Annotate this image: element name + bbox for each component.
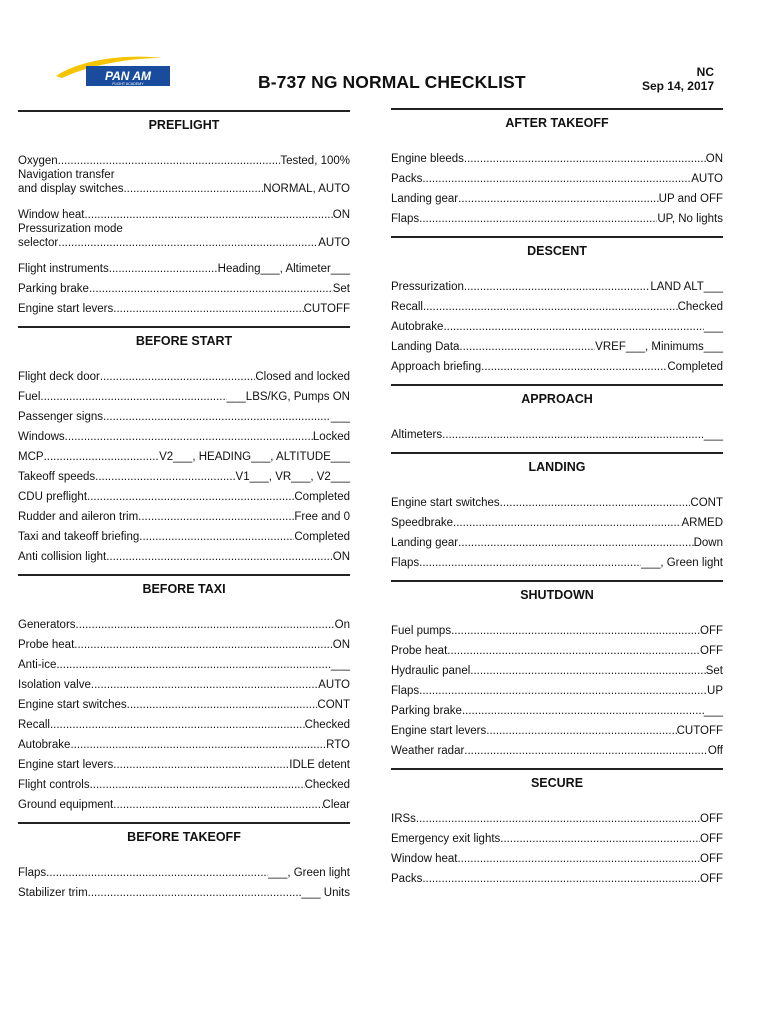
checklist-item bbox=[18, 148, 350, 168]
item-label: Landing gear bbox=[391, 193, 459, 205]
dot-leader bbox=[419, 684, 707, 698]
checklist-item bbox=[391, 718, 723, 738]
dot-leader bbox=[419, 556, 641, 570]
dot-leader bbox=[464, 280, 650, 294]
item-value: AUTO bbox=[318, 237, 350, 249]
checklist-item bbox=[391, 698, 723, 718]
item-label: Autobrake bbox=[391, 321, 444, 333]
dot-leader bbox=[56, 658, 330, 672]
item-value: Tested, 100% bbox=[280, 155, 350, 167]
dot-leader bbox=[74, 638, 332, 652]
checklist-item bbox=[18, 672, 350, 692]
checklist-item bbox=[18, 484, 350, 504]
checklist-item bbox=[391, 638, 723, 658]
dot-leader bbox=[58, 236, 318, 250]
item-value: ___ bbox=[703, 705, 723, 717]
item-value: Heading___, Altimeter___ bbox=[217, 263, 350, 275]
dot-leader bbox=[109, 262, 218, 276]
dot-leader bbox=[127, 698, 318, 712]
section-title: AFTER TAKEOFF bbox=[505, 116, 609, 130]
item-value: V2___, HEADING___, ALTITUDE___ bbox=[159, 451, 350, 463]
item-label: Fuel pumps bbox=[391, 625, 452, 637]
item-value: ON bbox=[332, 209, 350, 221]
item-label: Flaps bbox=[391, 557, 420, 569]
checklist-item bbox=[18, 202, 350, 222]
item-value: Checked bbox=[304, 779, 350, 791]
dot-leader bbox=[447, 644, 700, 658]
checklist-item bbox=[391, 618, 723, 638]
checklist-item bbox=[18, 692, 350, 712]
item-label: Speedbrake bbox=[391, 517, 454, 529]
section-approach bbox=[391, 384, 723, 442]
item-value: LAND ALT___ bbox=[650, 281, 723, 293]
item-value: OFF bbox=[700, 813, 723, 825]
section-after-takeoff bbox=[391, 108, 723, 226]
item-label: Engine start levers bbox=[18, 759, 114, 771]
checklist-item bbox=[391, 866, 723, 886]
item-value: ARMED bbox=[681, 517, 723, 529]
checklist-item bbox=[18, 860, 350, 880]
item-value: Free and 0 bbox=[294, 511, 350, 523]
document-date: Sep 14, 2017 bbox=[641, 79, 714, 93]
checklist-item bbox=[18, 524, 350, 544]
section-title: SECURE bbox=[530, 776, 584, 790]
item-label-line1: Navigation transfer bbox=[18, 169, 115, 181]
item-label: Probe heat bbox=[391, 645, 448, 657]
checklist-item bbox=[391, 274, 723, 294]
item-label: Flight controls bbox=[18, 779, 90, 791]
checklist-item bbox=[391, 422, 723, 442]
section-descent bbox=[391, 236, 723, 374]
item-label: Weather radar bbox=[391, 745, 465, 757]
checklist-item bbox=[391, 846, 723, 866]
checklist-item bbox=[18, 384, 350, 404]
checklist-item bbox=[18, 652, 350, 672]
checklist-item bbox=[18, 792, 350, 812]
item-value: ___ bbox=[703, 429, 723, 441]
dot-leader bbox=[500, 496, 691, 510]
item-value: UP and OFF bbox=[658, 193, 723, 205]
item-value: CONT bbox=[690, 497, 723, 509]
dot-leader bbox=[50, 718, 305, 732]
item-value: ___ Units bbox=[301, 887, 350, 899]
dot-leader bbox=[486, 724, 676, 738]
item-label: and display switches bbox=[18, 183, 124, 195]
item-label: Anti collision light bbox=[18, 551, 107, 563]
item-value: Checked bbox=[304, 719, 350, 731]
item-label: Altimeters bbox=[391, 429, 443, 441]
item-value: AUTO bbox=[318, 679, 350, 691]
dot-leader bbox=[459, 340, 595, 354]
dot-leader bbox=[422, 872, 700, 886]
item-label: Stabilizer trim bbox=[18, 887, 88, 899]
dot-leader bbox=[453, 516, 681, 530]
checklist-item bbox=[391, 354, 723, 374]
checklist-item bbox=[18, 732, 350, 752]
item-value: UP, No lights bbox=[657, 213, 723, 225]
checklist-item bbox=[391, 806, 723, 826]
item-value: CONT bbox=[317, 699, 350, 711]
checklist-items bbox=[391, 416, 723, 442]
item-label: Oxygen bbox=[18, 155, 58, 167]
item-value: OFF bbox=[700, 645, 723, 657]
checklist-item bbox=[18, 364, 350, 384]
item-value: ON bbox=[705, 153, 723, 165]
item-label: Flaps bbox=[18, 867, 47, 879]
checklist-item bbox=[391, 206, 723, 226]
checklist-item bbox=[18, 772, 350, 792]
checklist-item bbox=[391, 550, 723, 570]
item-label: Flaps bbox=[391, 685, 420, 697]
dot-leader bbox=[44, 450, 160, 464]
checklist-item bbox=[391, 314, 723, 334]
dot-leader bbox=[113, 758, 289, 772]
item-label: Anti-ice bbox=[18, 659, 57, 671]
item-value: ___LBS/KG, Pumps ON bbox=[226, 391, 350, 403]
svg-text:PAN AM: PAN AM bbox=[105, 69, 151, 83]
item-label: Engine start switches bbox=[391, 497, 500, 509]
item-label: Ground equipment bbox=[18, 799, 114, 811]
dot-leader bbox=[442, 428, 704, 442]
checklist-item bbox=[18, 404, 350, 424]
item-label: Passenger signs bbox=[18, 411, 104, 423]
section-title: DESCENT bbox=[527, 244, 587, 258]
item-label: Parking brake bbox=[391, 705, 462, 717]
dot-leader bbox=[91, 678, 318, 692]
item-label-line2 bbox=[18, 182, 350, 196]
checklist-item bbox=[18, 444, 350, 464]
checklist-item bbox=[18, 712, 350, 732]
section-title: LANDING bbox=[528, 460, 586, 474]
document-code: NC bbox=[696, 65, 714, 79]
checklist-item bbox=[18, 880, 350, 900]
section-title: PREFLIGHT bbox=[148, 118, 220, 132]
checklist-item bbox=[18, 222, 350, 256]
checklist-items bbox=[18, 142, 350, 316]
item-label: MCP bbox=[18, 451, 44, 463]
dot-leader bbox=[443, 320, 703, 334]
checklist-items bbox=[391, 268, 723, 374]
item-label: Engine bleeds bbox=[391, 153, 464, 165]
item-value: CUTOFF bbox=[676, 725, 723, 737]
section-preflight bbox=[18, 110, 350, 316]
checklist-items bbox=[18, 358, 350, 564]
item-label: Emergency exit lights bbox=[391, 833, 501, 845]
item-label: IRSs bbox=[391, 813, 416, 825]
checklist-item bbox=[18, 752, 350, 772]
checklist-item bbox=[18, 276, 350, 296]
item-value: RTO bbox=[326, 739, 350, 751]
item-value: VREF___, Minimums___ bbox=[595, 341, 723, 353]
item-value: Completed bbox=[294, 491, 350, 503]
checklist-items bbox=[391, 484, 723, 570]
item-value: ___, Green light bbox=[268, 867, 350, 879]
section-secure bbox=[391, 768, 723, 886]
item-value: Set bbox=[332, 283, 350, 295]
checklist-item bbox=[18, 424, 350, 444]
checklist-item bbox=[391, 146, 723, 166]
checklist-items bbox=[391, 800, 723, 886]
dot-leader bbox=[90, 778, 305, 792]
item-value: OFF bbox=[700, 853, 723, 865]
checklist-item bbox=[18, 168, 350, 202]
item-value: ON bbox=[332, 551, 350, 563]
dot-leader bbox=[76, 618, 335, 632]
dot-leader bbox=[89, 282, 333, 296]
dot-leader bbox=[84, 208, 332, 222]
item-label: Engine start levers bbox=[391, 725, 487, 737]
checklist-item bbox=[391, 186, 723, 206]
item-value: ___ bbox=[330, 411, 350, 423]
checklist-item bbox=[18, 632, 350, 652]
dot-leader bbox=[462, 704, 704, 718]
checklist-item bbox=[18, 612, 350, 632]
item-label: Parking brake bbox=[18, 283, 89, 295]
dot-leader bbox=[70, 738, 326, 752]
left-column bbox=[18, 110, 350, 900]
item-value: UP bbox=[707, 685, 723, 697]
item-label: Packs bbox=[391, 173, 423, 185]
item-value: Completed bbox=[294, 531, 350, 543]
checklist-item bbox=[391, 826, 723, 846]
checklist-item bbox=[391, 738, 723, 758]
dot-leader bbox=[103, 410, 331, 424]
dot-leader bbox=[457, 852, 700, 866]
item-label: CDU preflight bbox=[18, 491, 88, 503]
section-title: APPROACH bbox=[521, 392, 593, 406]
item-value: IDLE detent bbox=[289, 759, 350, 771]
item-label: Autobrake bbox=[18, 739, 71, 751]
item-value: ___, Green light bbox=[641, 557, 723, 569]
item-value: On bbox=[334, 619, 350, 631]
dot-leader bbox=[458, 536, 693, 550]
section-before-start bbox=[18, 326, 350, 564]
section-landing bbox=[391, 452, 723, 570]
section-title: SHUTDOWN bbox=[520, 588, 594, 602]
item-label: Pressurization bbox=[391, 281, 464, 293]
item-value: CUTOFF bbox=[303, 303, 350, 315]
item-value: Locked bbox=[312, 431, 350, 443]
dot-leader bbox=[422, 172, 691, 186]
item-label: Windows bbox=[18, 431, 65, 443]
item-label: Packs bbox=[391, 873, 423, 885]
dot-leader bbox=[58, 154, 281, 168]
checklist-item bbox=[18, 464, 350, 484]
dot-leader bbox=[423, 300, 678, 314]
item-value: Closed and locked bbox=[255, 371, 350, 383]
item-value: Completed bbox=[667, 361, 723, 373]
section-title: BEFORE START bbox=[135, 334, 233, 348]
dot-leader bbox=[451, 624, 700, 638]
item-label: Isolation valve bbox=[18, 679, 91, 691]
item-label: Landing Data bbox=[391, 341, 460, 353]
section-before-taxi bbox=[18, 574, 350, 812]
item-value: ON bbox=[332, 639, 350, 651]
item-label: Takeoff speeds bbox=[18, 471, 96, 483]
item-label: Approach briefing bbox=[391, 361, 482, 373]
checklist-item bbox=[391, 334, 723, 354]
checklist-item bbox=[18, 296, 350, 316]
dot-leader bbox=[416, 812, 700, 826]
dot-leader bbox=[100, 370, 256, 384]
dot-leader bbox=[113, 302, 303, 316]
checklist-item bbox=[18, 504, 350, 524]
checklist-item bbox=[18, 544, 350, 564]
dot-leader bbox=[123, 182, 263, 196]
item-value: Checked bbox=[677, 301, 723, 313]
section-title: BEFORE TAKEOFF bbox=[127, 830, 241, 844]
checklist-items bbox=[18, 854, 350, 900]
dot-leader bbox=[87, 490, 294, 504]
item-label: Probe heat bbox=[18, 639, 75, 651]
item-label: Recall bbox=[391, 301, 423, 313]
item-value: OFF bbox=[700, 833, 723, 845]
item-label: Engine start levers bbox=[18, 303, 114, 315]
item-value: Clear bbox=[322, 799, 350, 811]
item-label-line1: Pressurization mode bbox=[18, 223, 123, 235]
item-value: ___ bbox=[330, 659, 350, 671]
item-label: Generators bbox=[18, 619, 76, 631]
dot-leader bbox=[419, 212, 657, 226]
item-value: AUTO bbox=[691, 173, 723, 185]
dot-leader bbox=[95, 470, 235, 484]
checklist-item bbox=[391, 530, 723, 550]
section-shutdown bbox=[391, 580, 723, 758]
item-value: NORMAL, AUTO bbox=[263, 183, 350, 195]
checklist-items bbox=[18, 606, 350, 812]
checklist-item bbox=[391, 510, 723, 530]
checklist-item bbox=[391, 678, 723, 698]
item-value: Down bbox=[693, 537, 723, 549]
item-label: Window heat bbox=[391, 853, 458, 865]
checklist-items bbox=[391, 140, 723, 226]
item-label: Landing gear bbox=[391, 537, 459, 549]
document-title: B-737 NG NORMAL CHECKLIST bbox=[258, 72, 526, 92]
item-label: Taxi and takeoff briefing bbox=[18, 531, 140, 543]
item-label: Fuel bbox=[18, 391, 41, 403]
dot-leader bbox=[458, 192, 659, 206]
svg-text:FLIGHT ACADEMY: FLIGHT ACADEMY bbox=[112, 82, 144, 86]
item-label: Flight instruments bbox=[18, 263, 109, 275]
item-value: OFF bbox=[700, 625, 723, 637]
dot-leader bbox=[139, 530, 294, 544]
section-title: BEFORE TAXI bbox=[142, 582, 226, 596]
item-label: Window heat bbox=[18, 209, 85, 221]
dot-leader bbox=[113, 798, 322, 812]
checklist-item bbox=[391, 490, 723, 510]
item-label: Recall bbox=[18, 719, 50, 731]
dot-leader bbox=[464, 152, 706, 166]
dot-leader bbox=[46, 866, 268, 880]
dot-leader bbox=[40, 390, 226, 404]
item-label-line2 bbox=[18, 236, 350, 250]
checklist-item bbox=[391, 166, 723, 186]
item-value: V1___, VR___, V2___ bbox=[235, 471, 350, 483]
checklist-item bbox=[18, 256, 350, 276]
section-before-takeoff bbox=[18, 822, 350, 900]
checklist-items bbox=[391, 612, 723, 758]
checklist-item bbox=[391, 294, 723, 314]
item-label: selector bbox=[18, 237, 59, 249]
item-label: Rudder and aileron trim bbox=[18, 511, 139, 523]
dot-leader bbox=[65, 430, 313, 444]
dot-leader bbox=[138, 510, 294, 524]
item-value: Off bbox=[707, 745, 723, 757]
panam-logo bbox=[52, 52, 178, 96]
dot-leader bbox=[88, 886, 302, 900]
dot-leader bbox=[464, 744, 708, 758]
item-value: ___ bbox=[703, 321, 723, 333]
item-value: OFF bbox=[700, 873, 723, 885]
item-value: Set bbox=[705, 665, 723, 677]
dot-leader bbox=[470, 664, 705, 678]
dot-leader bbox=[481, 360, 667, 374]
dot-leader bbox=[106, 550, 333, 564]
item-label: Hydraulic panel bbox=[391, 665, 471, 677]
item-label: Flaps bbox=[391, 213, 420, 225]
right-column bbox=[391, 108, 723, 886]
dot-leader bbox=[500, 832, 700, 846]
checklist-item bbox=[391, 658, 723, 678]
item-label: Engine start switches bbox=[18, 699, 127, 711]
item-label: Flight deck door bbox=[18, 371, 100, 383]
